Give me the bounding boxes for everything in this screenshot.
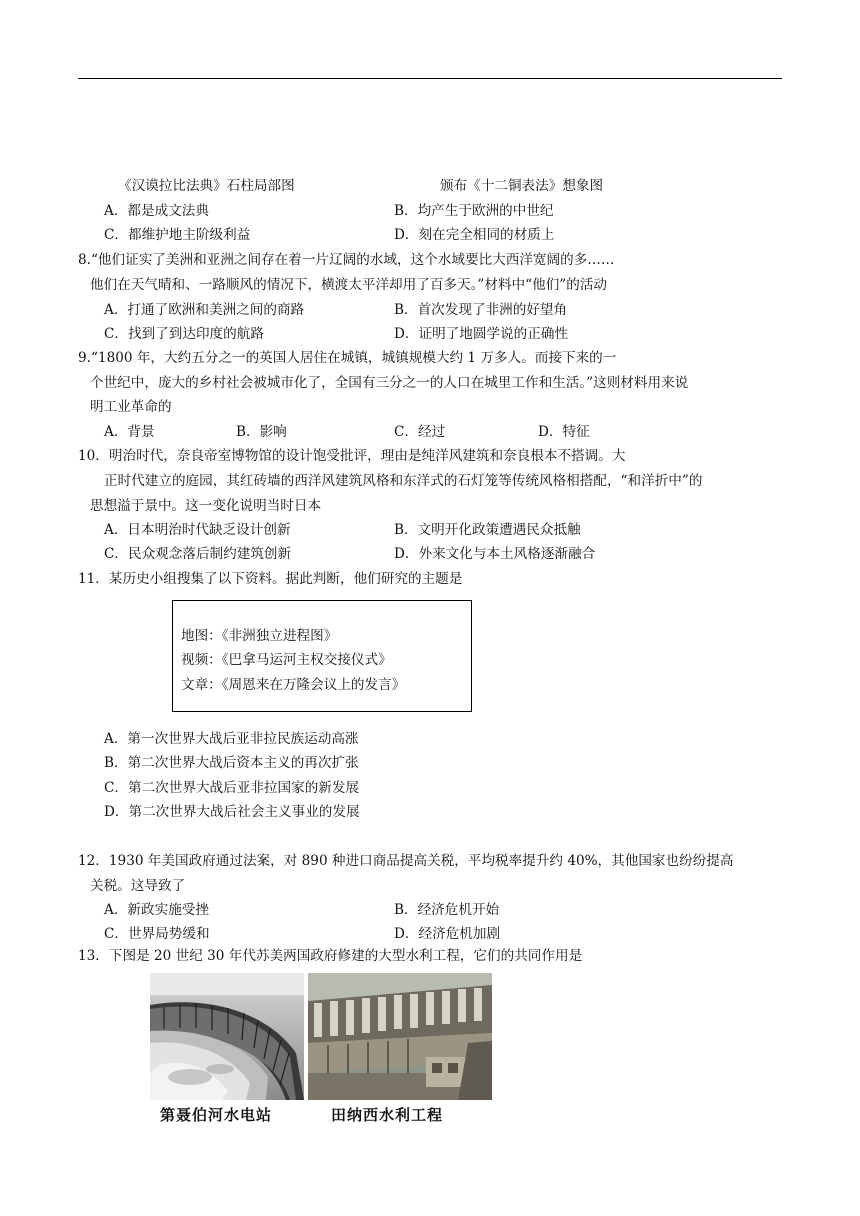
q12-option-b[interactable]: B．经济危机开始 [394, 902, 500, 918]
q8-option-a[interactable]: A．打通了欧洲和美洲之间的商路 [104, 302, 305, 318]
q10-stem-line-2: 正时代建立的庭园，其红砖墙的西洋风建筑风格和东洋式的石灯笼等传统风格相搭配，“和洋折中”的 [104, 473, 703, 489]
q8-option-d[interactable]: D．证明了地圆学说的正确性 [394, 326, 569, 342]
q8-option-b[interactable]: B．首次发现了非洲的好望角 [394, 302, 568, 318]
q7-option-b[interactable]: B．均产生于欧洲的中世纪 [394, 203, 554, 219]
q10-option-a[interactable]: A．日本明治时代缺乏设计创新 [104, 522, 291, 538]
caption-twelve-tables: 颁布《十二铜表法》想象图 [440, 178, 604, 194]
header-rule [78, 78, 782, 79]
material-map: 地图：《非洲独立进程图》 [181, 628, 338, 644]
q12-option-a[interactable]: A．新政实施受挫 [104, 902, 209, 918]
material-article: 文章：《周恩来在万隆会议上的发言》 [181, 677, 406, 693]
q11-option-a[interactable]: A．第一次世界大战后亚非拉民族运动高涨 [104, 731, 359, 747]
q8-stem-line-2: 他们在天气晴和、一路顺风的情况下，横渡太平洋却用了百多天。”材料中“他们”的活动 [90, 277, 608, 293]
q8-option-c[interactable]: C．找到了到达印度的航路 [104, 326, 264, 342]
caption-hammurabi: 《汉谟拉比法典》石柱局部图 [118, 178, 295, 194]
q10-option-d[interactable]: D．外来文化与本土风格逐渐融合 [394, 546, 596, 562]
q12-option-c[interactable]: C．世界局势缓和 [104, 926, 210, 942]
q12-option-d[interactable]: D．经济危机加剧 [394, 926, 501, 942]
q9-stem-line-1: 9.“1800 年，大约五分之一的英国人居住在城镇，城镇规模大约 1 万多人。而接下来的一 [78, 350, 617, 366]
q9-option-c[interactable]: C．经过 [394, 424, 446, 440]
dnieper-dam-photo [150, 973, 304, 1100]
q12-stem-line-2: 关税。这导致了 [90, 878, 186, 894]
q9-stem-line-3: 明工业革命的 [90, 399, 172, 415]
q9-stem-line-2: 个世纪中，庞大的乡村社会被城市化了，全国有三分之一的人口在城里工作和生活。”这则材料用来说 [90, 375, 689, 391]
q10-stem-line-1: 10．明治时代，奈良帝室博物馆的设计饱受批评，理由是纯洋风建筑和奈良根本不搭调。大 [78, 448, 626, 464]
q13-stem: 13．下图是 20 世纪 30 年代苏美两国政府修建的大型水利工程，它们的共同作用是 [78, 948, 583, 964]
q8-stem-line-1: 8.“他们证实了美洲和亚洲之间存在着一片辽阔的水域，这个水域要比大西洋宽阔的多…… [78, 252, 615, 268]
tennessee-dam-photo [308, 973, 492, 1100]
q11-option-d[interactable]: D．第二次世界大战后社会主义事业的发展 [104, 804, 360, 820]
q9-option-a[interactable]: A．背景 [104, 424, 155, 440]
q9-option-d[interactable]: D．特征 [538, 424, 590, 440]
material-video: 视频：《巴拿马运河主权交接仪式》 [181, 652, 392, 668]
q11-stem: 11．某历史小组搜集了以下资料。据此判断，他们研究的主题是 [78, 571, 463, 587]
q11-option-c[interactable]: C．第二次世界大战后亚非拉国家的新发展 [104, 780, 360, 796]
q7-option-a[interactable]: A．都是成文法典 [104, 203, 209, 219]
q12-stem-line-1: 12．1930 年美国政府通过法案，对 890 种进口商品提高关税，平均税率提升约 40%，其他国家也纷纷提高 [78, 853, 734, 869]
q9-option-b[interactable]: B．影响 [236, 424, 287, 440]
caption-tennessee: 田纳西水利工程 [331, 1106, 444, 1124]
caption-dnieper: 第聂伯河水电站 [160, 1106, 273, 1124]
q10-option-c[interactable]: C．民众观念落后制约建筑创新 [104, 546, 292, 562]
q11-option-b[interactable]: B．第二次世界大战后资本主义的再次扩张 [104, 755, 359, 771]
q10-stem-line-3: 思想溢于景中。这一变化说明当时日本 [90, 498, 322, 514]
q10-option-b[interactable]: B．文明开化政策遭遇民众抵触 [394, 522, 581, 538]
q7-option-c[interactable]: C．都维护地主阶级利益 [104, 227, 251, 243]
q7-option-d[interactable]: D．刻在完全相同的材质上 [394, 227, 555, 243]
